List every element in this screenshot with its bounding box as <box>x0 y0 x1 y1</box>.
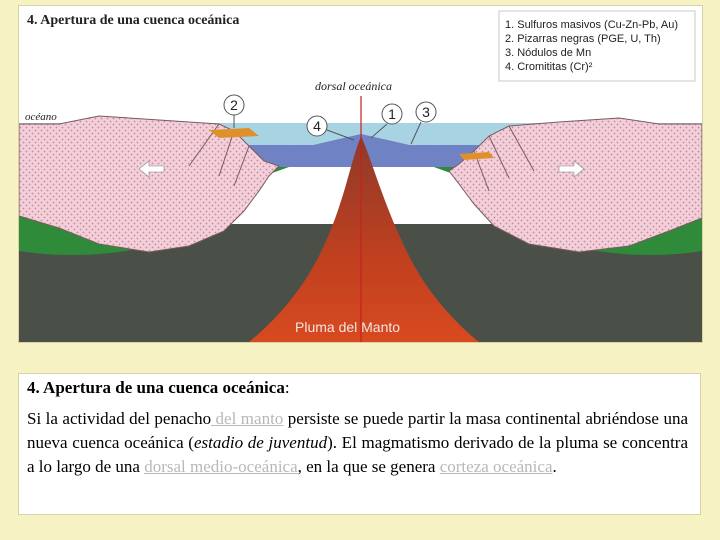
caption-text-1: Si la actividad del penacho <box>27 409 212 428</box>
caption-text-3: ). El magmatismo derivado de la pluma se concentra a lo largo de una <box>27 433 688 476</box>
ocean-label: océano <box>25 111 57 123</box>
caption-text-2: persiste se puede partir la masa continental abriéndose una nueva cuenca oceánica ( <box>27 409 688 452</box>
svg-text:3: 3 <box>422 104 430 120</box>
legend-item-2: 2. Pizarras negras (PGE, U, Th) <box>505 33 661 45</box>
legend-item-3: 3. Nódulos de Mn <box>505 47 592 59</box>
caption-title-colon: : <box>284 378 290 397</box>
plume-label: Pluma del Manto <box>295 319 401 335</box>
caption-text-5: . <box>552 457 557 476</box>
caption-title-text: 4. Apertura de una cuenca oceánica <box>27 378 285 397</box>
caption-body <box>27 407 688 479</box>
caption-title <box>27 378 688 398</box>
svg-text:1: 1 <box>388 106 396 122</box>
geology-diagram <box>18 5 703 343</box>
figure-title: 4. Apertura de una cuenca oceánica <box>27 13 240 28</box>
legend-item-1: 1. Sulfuros masivos (Cu-Zn-Pb, Au) <box>505 19 679 31</box>
link-dorsal-medio-oceanica[interactable]: dorsal medio-oceánica <box>144 457 298 476</box>
caption-text-4: , en la que se genera <box>297 457 440 476</box>
caption-italic-stage: estadio de juventud <box>193 433 328 452</box>
ridge-label: dorsal oceánica <box>315 79 392 93</box>
link-del-manto[interactable]: del manto <box>211 409 284 428</box>
caption-box <box>18 373 701 515</box>
svg-text:4: 4 <box>313 118 321 134</box>
svg-text:2: 2 <box>230 97 238 113</box>
legend-item-4: 4. Cromititas (Cr)² <box>505 61 593 73</box>
link-corteza-oceanica[interactable]: corteza oceánica <box>439 457 553 476</box>
legend <box>499 11 695 81</box>
diagram-canvas <box>19 6 702 342</box>
